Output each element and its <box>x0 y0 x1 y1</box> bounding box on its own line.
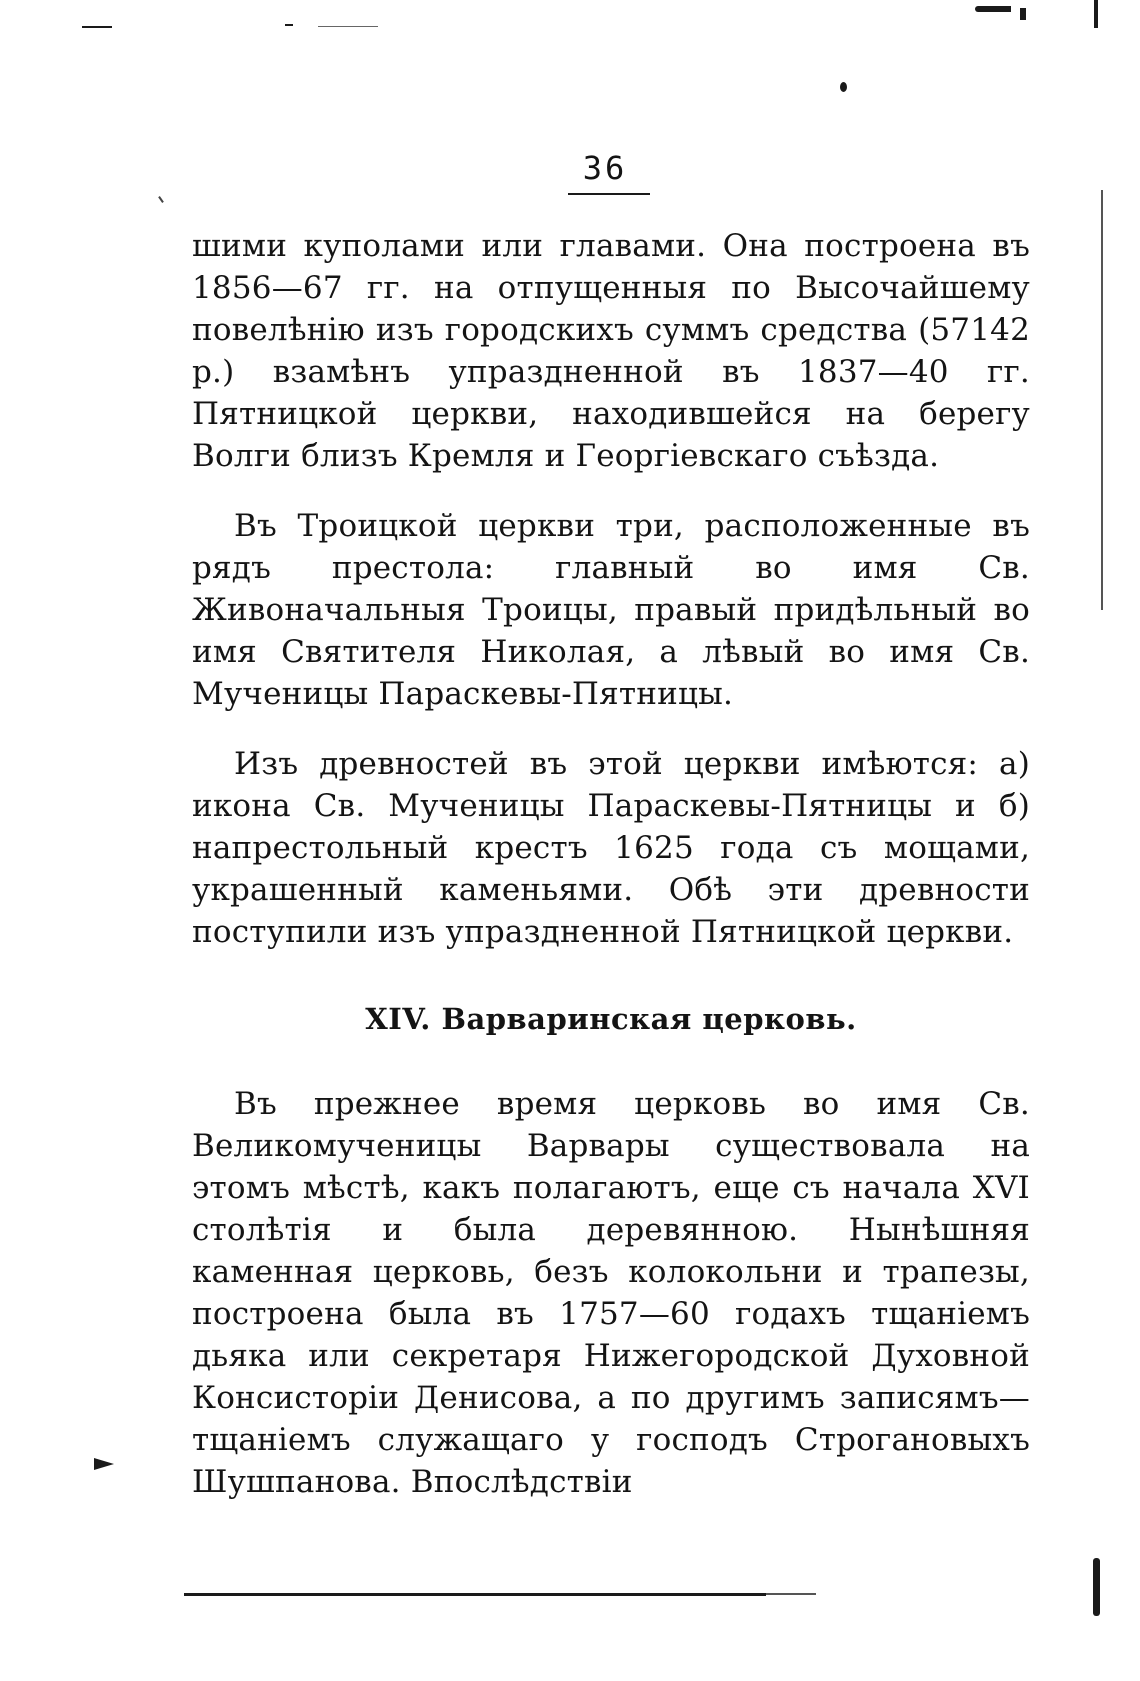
scan-artifact-tick <box>158 196 164 203</box>
scan-artifact-edge <box>1101 190 1103 610</box>
scan-artifact-line <box>318 26 378 27</box>
scan-artifact-blot <box>1020 8 1026 20</box>
page-number: 36 <box>582 149 628 187</box>
scan-artifact-line <box>82 26 112 28</box>
scan-artifact-dot <box>840 82 847 92</box>
paragraph-antiquities: Изъ древностей въ этой церкви имѣются: а) икона Св. Мученицы Параскевы-Пятницы и б) напрестольный крестъ 1625 года съ мощами, украшенный каменьями. Обѣ эти древности поступили изъ упраздненной Пятницкой церкви. <box>192 746 1030 950</box>
section-heading: XIV. Варваринская церковь. <box>365 1002 857 1036</box>
scan-artifact-bar <box>1094 0 1098 28</box>
page-number-underline <box>568 193 650 195</box>
scan-artifact-bottom-rule <box>184 1593 766 1596</box>
text-block <box>192 225 1030 1503</box>
paragraph-continuation: шими куполами или главами. Она построена въ 1856—67 гг. на отпущенныя по Высочайшему повелѣнію изъ городскихъ суммъ средства (57142 р.) взамѣнъ упраздненной въ 1837—40 гг. Пятницкой церкви, находившейся на берегу Волги близъ Кремля и Георгіевскаго съѣзда. <box>192 228 1030 474</box>
scan-artifact-dash <box>285 24 293 26</box>
scan-artifact-blot <box>975 6 1011 12</box>
scan-artifact-bar <box>1093 1558 1100 1616</box>
paragraph-varvara-church: Въ прежнее время церковь во имя Св. Великомученицы Варвары существовала на этомъ мѣстѣ, какъ полагаютъ, еще съ начала XVI столѣтія и была деревянною. Нынѣшняя каменная церковь, безъ колокольни и трапезы, построена была въ 1757—60 годахъ тщаніемъ дьяка или секретаря Нижегородской Духовной Консисторіи Денисова, а по другимъ записямъ—тщаніемъ служащаго у господъ Строгановыхъ Шушпанова. Впослѣдствіи <box>192 1086 1030 1500</box>
scan-artifact-dash <box>766 1593 816 1595</box>
paragraph-altars: Въ Троицкой церкви три, расположенные въ рядъ престола: главный во имя Св. Живоначальныя Троицы, правый придѣльный во имя Святителя Николая, а лѣвый во имя Св. Мученицы Параскевы-Пятницы. <box>192 508 1030 712</box>
scan-artifact-arrow <box>94 1458 114 1470</box>
